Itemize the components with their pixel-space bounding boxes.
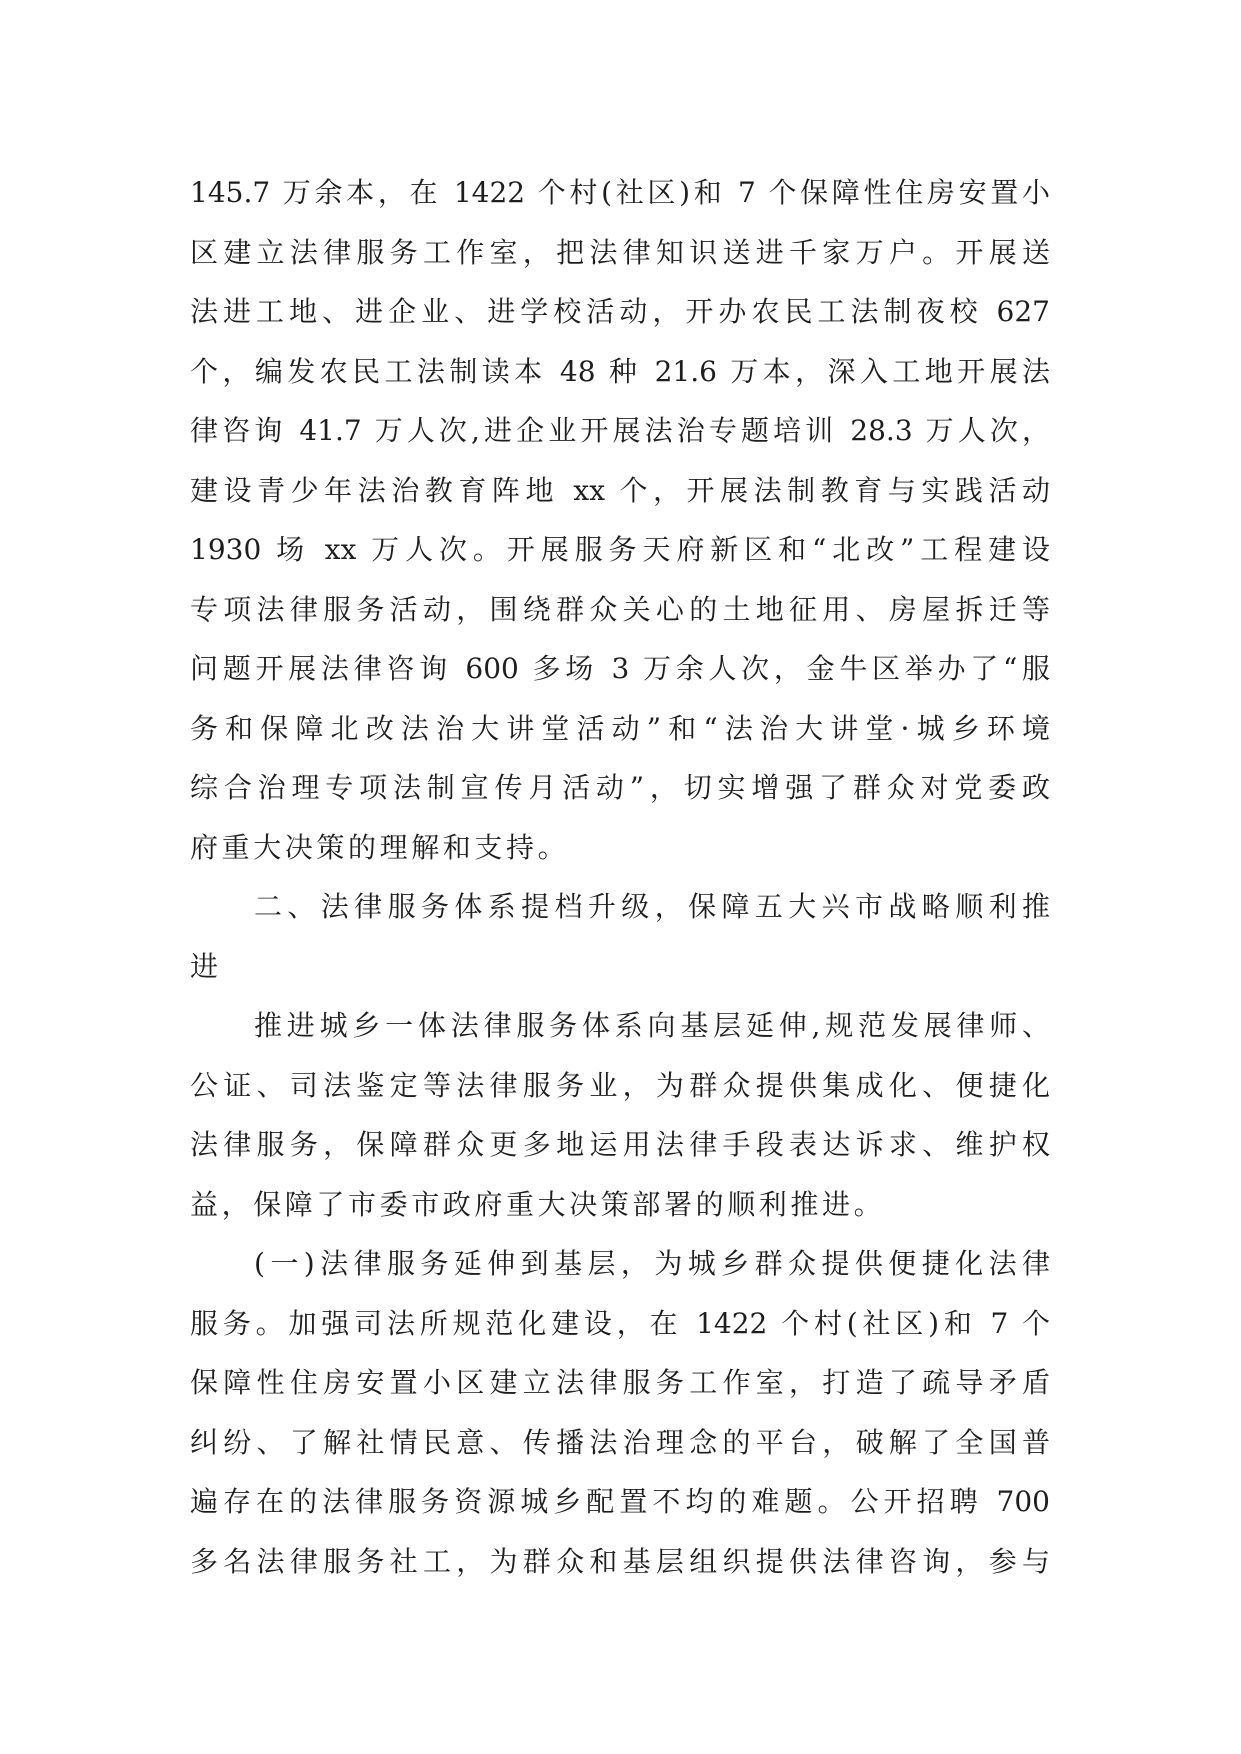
text-line: 务和保障北改法治大讲堂活动”和“法治大讲堂·城乡环境 [190, 711, 1050, 745]
paragraph-last-line: 益，保障了市委市政府重大决策部署的顺利推进。 [190, 1187, 886, 1221]
text-line: 问题开展法律咨询 600 多场 3 万余人次，金牛区举办了“服 [190, 652, 1050, 685]
text-line: 纠纷、了解社情民意、传播法治理念的平台，破解了全国普 [190, 1425, 1050, 1459]
paragraph-last-line: 府重大决策的理解和支持。 [190, 830, 570, 864]
text-line: 1930 场 xx 万人次。开展服务天府新区和“北改”工程建设 [190, 533, 1050, 566]
text-line: 遍存在的法律服务资源城乡配置不均的难题。公开招聘 700 [190, 1485, 1050, 1518]
text-line: 多名法律服务社工，为群众和基层组织提供法律咨询，参与 [190, 1544, 1050, 1578]
text-line: 区建立法律服务工作室，把法律知识送进千家万户。开展送 [190, 235, 1050, 269]
text-line: 法律服务，保障群众更多地运用法律手段表达诉求、维护权 [190, 1128, 1050, 1161]
text-line: 综合治理专项法制宣传月活动”，切实增强了群众对党委政 [190, 771, 1050, 804]
text-line: 专项法律服务活动，围绕群众关心的土地征用、房屋拆迁等 [190, 592, 1050, 626]
text-line: 服务。加强司法所规范化建设，在 1422 个村(社区)和 7 个 [190, 1306, 1050, 1340]
text-line: 法进工地、进企业、进学校活动，开办农民工法制夜校 627 [190, 295, 1050, 328]
section-heading-line: 二、法律服务体系提档升级，保障五大兴市战略顺利推 [254, 890, 1050, 923]
text-line: 公证、司法鉴定等法律服务业，为群众提供集成化、便捷化 [190, 1068, 1050, 1102]
text-line: 建设青少年法治教育阵地 xx 个，开展法制教育与实践活动 [190, 473, 1050, 507]
text-line: 保障性住房安置小区建立法律服务工作室，打造了疏导矛盾 [190, 1366, 1050, 1399]
paragraph-first-line: 推进城乡一体法律服务体系向基层延伸,规范发展律师、 [254, 1009, 1050, 1042]
text-line: 律咨询 41.7 万人次,进企业开展法治专题培训 28.3 万人次， [190, 414, 1050, 447]
subsection-heading-line: (一)法律服务延伸到基层，为城乡群众提供便捷化法律 [254, 1247, 1050, 1280]
text-line: 个，编发农民工法制读本 48 种 21.6 万本，深入工地开展法 [190, 354, 1050, 388]
text-line: 145.7 万余本，在 1422 个村(社区)和 7 个保障性住房安置小 [190, 176, 1050, 209]
section-heading-last-line: 进 [190, 949, 222, 983]
document-body [190, 163, 1050, 1591]
